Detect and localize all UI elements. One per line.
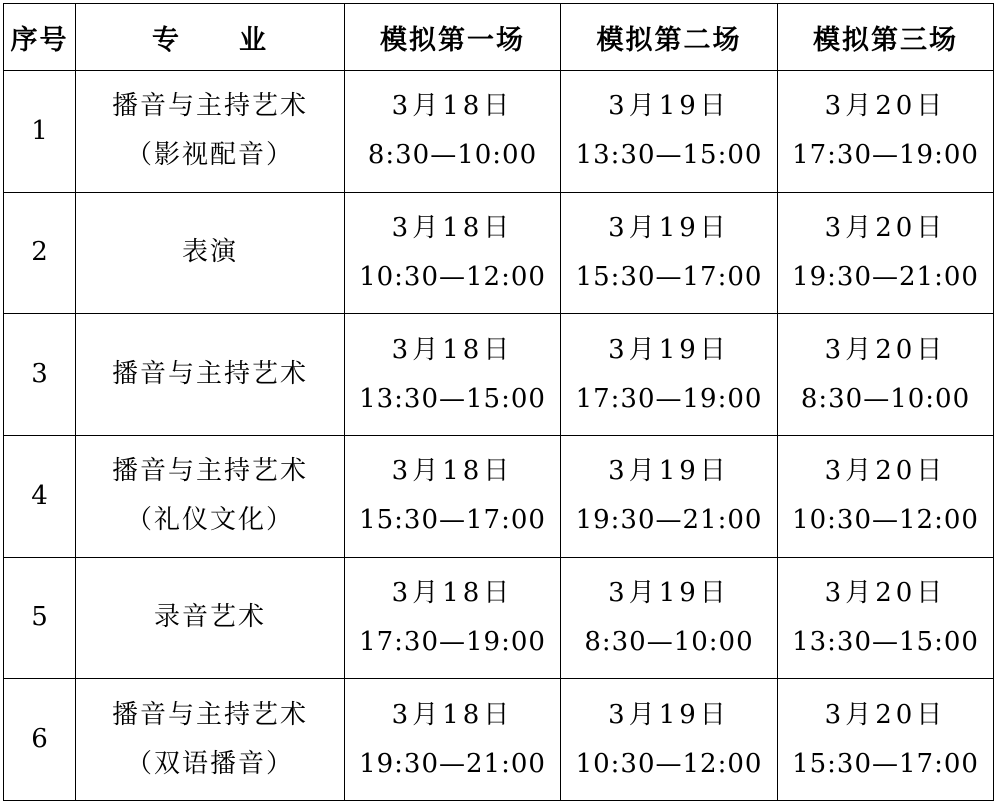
session-time: 10:30—12:00 bbox=[575, 748, 763, 779]
major-cell bbox=[76, 71, 345, 193]
header-session-3: 模拟第三场 bbox=[778, 4, 994, 71]
table-row bbox=[4, 557, 994, 679]
major-cell bbox=[76, 435, 345, 557]
session-time: 8:30—10:00 bbox=[800, 383, 971, 414]
session-time: 15:30—17:00 bbox=[575, 261, 763, 292]
session-cell bbox=[561, 71, 778, 193]
row-number: 6 bbox=[4, 679, 76, 801]
session-cell bbox=[561, 192, 778, 314]
table-row bbox=[4, 679, 994, 801]
session-time: 10:30—12:00 bbox=[359, 261, 546, 292]
major-name: 播音与主持艺术 bbox=[111, 456, 308, 487]
exam-schedule-table bbox=[3, 3, 994, 801]
major-name: 录音艺术 bbox=[153, 602, 266, 633]
session-date: 3月18日 bbox=[391, 334, 514, 365]
session-date: 3月19日 bbox=[608, 334, 730, 365]
session-date: 3月20日 bbox=[824, 212, 947, 243]
session-cell bbox=[561, 679, 778, 801]
session-time: 19:30—21:00 bbox=[792, 261, 979, 292]
major-cell bbox=[76, 557, 345, 679]
major-subtitle: （影视配音） bbox=[125, 140, 294, 171]
session-time: 10:30—12:00 bbox=[792, 505, 979, 536]
session-date: 3月20日 bbox=[824, 334, 947, 365]
session-time: 13:30—15:00 bbox=[359, 383, 546, 414]
major-cell bbox=[76, 192, 345, 314]
major-name: 表演 bbox=[181, 237, 238, 268]
header-no: 序号 bbox=[4, 4, 76, 71]
session-date: 3月20日 bbox=[824, 577, 947, 608]
session-date: 3月19日 bbox=[608, 456, 730, 487]
session-date: 3月20日 bbox=[824, 456, 947, 487]
session-time: 17:30—19:00 bbox=[359, 626, 546, 657]
header-major: 专 业 bbox=[76, 4, 345, 71]
session-date: 3月19日 bbox=[608, 91, 730, 122]
session-cell bbox=[778, 71, 994, 193]
session-cell bbox=[561, 435, 778, 557]
session-date: 3月18日 bbox=[391, 212, 514, 243]
session-cell bbox=[345, 679, 561, 801]
session-date: 3月20日 bbox=[824, 91, 947, 122]
session-date: 3月20日 bbox=[824, 699, 947, 730]
session-date: 3月18日 bbox=[391, 699, 514, 730]
session-time: 13:30—15:00 bbox=[792, 626, 979, 657]
table-row bbox=[4, 192, 994, 314]
header-session-1: 模拟第一场 bbox=[345, 4, 561, 71]
session-time: 15:30—17:00 bbox=[359, 505, 546, 536]
session-cell bbox=[561, 557, 778, 679]
major-subtitle: （双语播音） bbox=[125, 748, 294, 779]
row-number: 2 bbox=[4, 192, 76, 314]
header-row bbox=[4, 4, 994, 71]
session-time: 15:30—17:00 bbox=[792, 748, 979, 779]
session-time: 19:30—21:00 bbox=[575, 505, 763, 536]
session-cell bbox=[345, 435, 561, 557]
major-name: 播音与主持艺术 bbox=[111, 359, 308, 390]
session-cell bbox=[561, 314, 778, 436]
row-number: 3 bbox=[4, 314, 76, 436]
row-number: 5 bbox=[4, 557, 76, 679]
major-name: 播音与主持艺术 bbox=[111, 91, 308, 122]
row-number: 1 bbox=[4, 71, 76, 193]
session-cell bbox=[778, 679, 994, 801]
row-number: 4 bbox=[4, 435, 76, 557]
major-cell bbox=[76, 679, 345, 801]
session-cell bbox=[345, 314, 561, 436]
major-name: 播音与主持艺术 bbox=[111, 699, 308, 730]
session-date: 3月19日 bbox=[608, 577, 730, 608]
session-time: 8:30—10:00 bbox=[367, 140, 538, 171]
table-row bbox=[4, 314, 994, 436]
session-cell bbox=[778, 435, 994, 557]
session-cell bbox=[345, 192, 561, 314]
session-cell bbox=[345, 557, 561, 679]
session-time: 17:30—19:00 bbox=[575, 383, 763, 414]
session-time: 17:30—19:00 bbox=[792, 140, 979, 171]
session-date: 3月18日 bbox=[391, 456, 514, 487]
session-cell bbox=[345, 71, 561, 193]
table-row bbox=[4, 435, 994, 557]
major-cell bbox=[76, 314, 345, 436]
table-row bbox=[4, 71, 994, 193]
session-cell bbox=[778, 557, 994, 679]
session-time: 8:30—10:00 bbox=[584, 626, 754, 657]
major-subtitle: （礼仪文化） bbox=[125, 505, 294, 536]
session-time: 19:30—21:00 bbox=[359, 748, 546, 779]
session-date: 3月18日 bbox=[391, 577, 514, 608]
session-time: 13:30—15:00 bbox=[575, 140, 763, 171]
session-date: 3月19日 bbox=[608, 212, 730, 243]
session-date: 3月18日 bbox=[391, 91, 514, 122]
header-session-2: 模拟第二场 bbox=[561, 4, 778, 71]
session-cell bbox=[778, 192, 994, 314]
session-date: 3月19日 bbox=[608, 699, 730, 730]
session-cell bbox=[778, 314, 994, 436]
